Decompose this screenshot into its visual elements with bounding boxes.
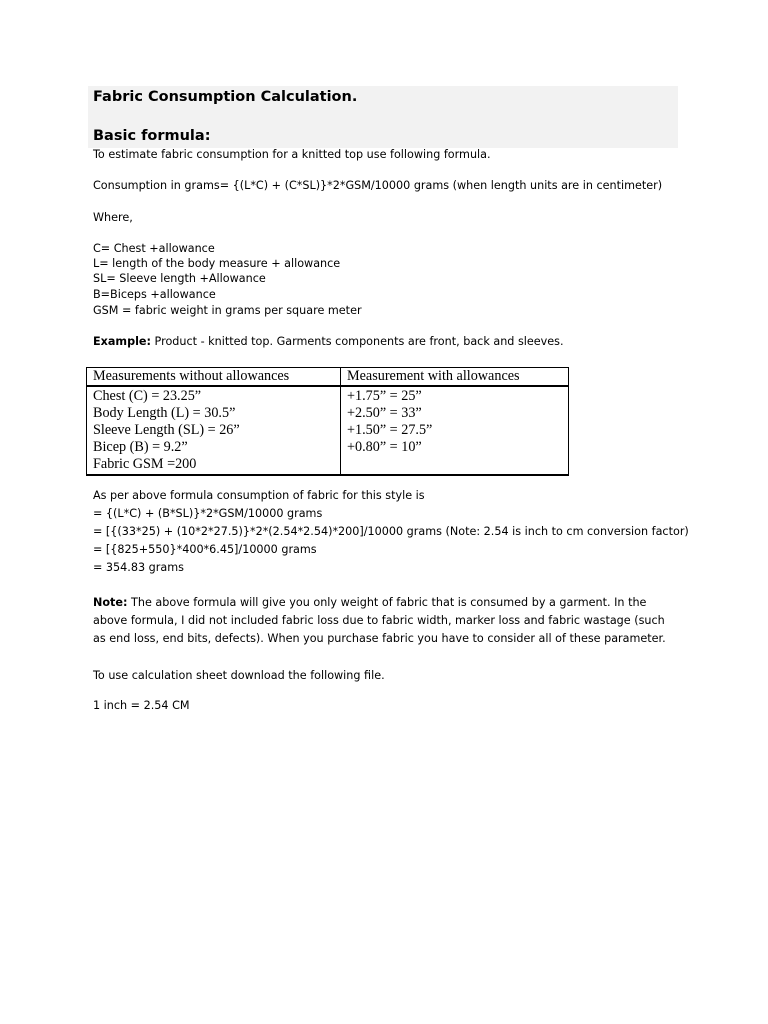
note-text: The above formula will give you only weight of fabric that is consumed by a garment. In the above formula, I did not included fabric loss due to fabric width, marker loss and fabric wastage (such as end loss, end bits, defects). When you purchase fabric you have to consider all of these parameter. bbox=[93, 596, 666, 645]
where-label: Where, bbox=[93, 211, 133, 224]
definition-length: L= length of the body measure + allowance bbox=[93, 257, 341, 270]
table-header-without: Measurements without allowances bbox=[87, 368, 341, 387]
measurements-table bbox=[86, 367, 569, 476]
example-text: Product - knitted top. Garments components are front, back and sleeves. bbox=[150, 335, 564, 348]
table-header-with: Measurement with allowances bbox=[341, 368, 569, 387]
cell-gsm: Fabric GSM =200 bbox=[93, 456, 197, 472]
page-title: Fabric Consumption Calculation. bbox=[93, 89, 358, 105]
table-cell-with bbox=[341, 386, 569, 475]
definition-gsm: GSM = fabric weight in grams per square meter bbox=[93, 304, 362, 317]
note-paragraph bbox=[93, 594, 678, 648]
table-header-row bbox=[87, 368, 569, 387]
calc-intro: As per above formula consumption of fabric for this style is bbox=[93, 489, 425, 502]
definition-sleeve: SL= Sleeve length +Allowance bbox=[93, 272, 266, 285]
cell-bicep: Bicep (B) = 9.2” bbox=[93, 439, 188, 455]
definition-chest: C= Chest +allowance bbox=[93, 242, 215, 255]
table-row bbox=[87, 386, 569, 475]
download-text: To use calculation sheet download the following file. bbox=[93, 669, 385, 682]
table-cell-without bbox=[87, 386, 341, 475]
cell-bicep-allowance: +0.80” = 10” bbox=[347, 439, 422, 455]
calc-step-1: = {(L*C) + (B*SL)}*2*GSM/10000 grams bbox=[93, 507, 323, 520]
cell-length-allowance: +2.50” = 33” bbox=[347, 405, 422, 421]
definition-biceps: B=Biceps +allowance bbox=[93, 288, 216, 301]
calc-result: = 354.83 grams bbox=[93, 561, 184, 574]
calc-step-2: = [{(33*25) + (10*2*27.5)}*2*(2.54*2.54)*200]/10000 grams (Note: 2.54 is inch to cm conversion factor) bbox=[93, 525, 689, 538]
cell-sleeve-length: Sleeve Length (SL) = 26” bbox=[93, 422, 240, 438]
intro-text: To estimate fabric consumption for a knitted top use following formula. bbox=[93, 148, 491, 161]
note-label: Note: bbox=[93, 596, 128, 609]
cell-chest-allowance: +1.75” = 25” bbox=[347, 388, 422, 404]
cell-body-length: Body Length (L) = 30.5” bbox=[93, 405, 236, 421]
conversion-text: 1 inch = 2.54 CM bbox=[93, 699, 190, 712]
example-label: Example: bbox=[93, 335, 151, 348]
section-heading: Basic formula: bbox=[93, 128, 211, 144]
example-paragraph bbox=[93, 335, 564, 349]
calc-step-3: = [{825+550}*400*6.45]/10000 grams bbox=[93, 543, 317, 556]
cell-chest: Chest (C) = 23.25” bbox=[93, 388, 202, 404]
cell-sleeve-allowance: +1.50” = 27.5” bbox=[347, 422, 433, 438]
formula-text: Consumption in grams= {(L*C) + (C*SL)}*2*GSM/10000 grams (when length units are in centimeter) bbox=[93, 179, 663, 192]
